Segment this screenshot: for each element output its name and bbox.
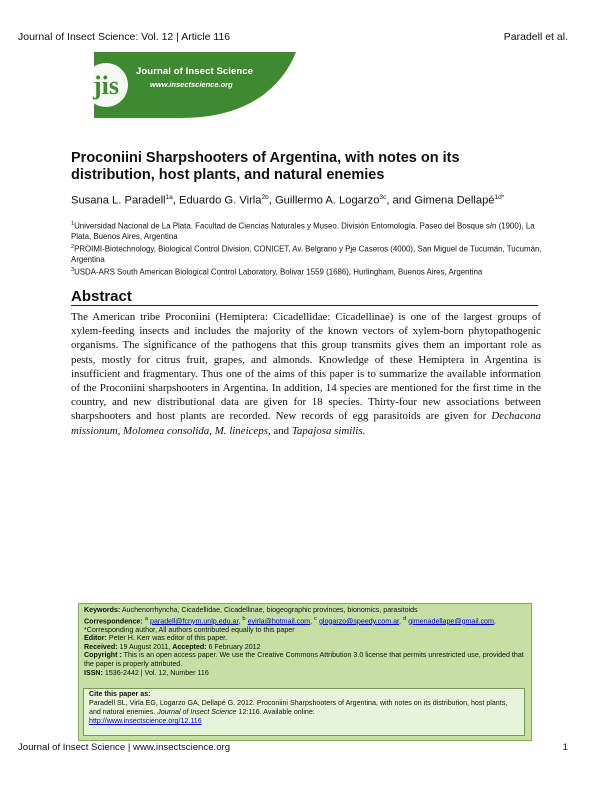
cite-url-link[interactable]: http://www.insectscience.org/12.116 [89, 717, 202, 725]
cite-label: Cite this paper as: [89, 690, 151, 698]
email-link[interactable]: gimenadellape@gmail.com [408, 616, 494, 625]
footer-journal: Journal of Insect Science | www.insectscience.org [18, 742, 231, 753]
running-header-authors: Paradell et al. [503, 31, 568, 43]
email-link[interactable]: evirla@hotmail.com [247, 616, 311, 625]
species-name: Molomea consolida [123, 424, 210, 437]
affiliation: $^1$Universidad Nacional de La Plata. Facultad de Ciencias Naturales y Museo. División Entomología. Paseo del Bosque s/n (1900), La Plata, Buenos Aires, Argentina [71, 221, 535, 241]
logo-mark: jis [93, 71, 119, 100]
author-name: Eduardo G. Virla [179, 194, 262, 207]
author-name: Gimena Dellapé [414, 194, 495, 207]
affiliations [71, 219, 551, 277]
email-link[interactable]: paradell@fcnym.unlp.edu.ar [150, 616, 239, 625]
cite-content [89, 690, 519, 726]
author-list: Susana L. Paradell$^{1a}$, Eduardo G. Virla$^{2b}$, Guillermo A. Logarzo$^{3c}$, and Gimena Dellapé$^{1d*}$ [71, 194, 505, 207]
correspondence: Correspondence: $^a$ paradell@fcnym.unlp.edu.ar, $^b$ evirla@hotmail.com, $^c$ glogarzo@speedy.com.ar, $^d$ gimenadellape@gmail.com, *Corresponding author, All authors contributed equally to this paper [84, 615, 496, 634]
author-name: Guillermo A. Logarzo [274, 194, 380, 207]
author-sup: 3c [379, 194, 387, 201]
affiliation: $^2$PROIMI-Biotechnology, Biological Control Division, CONICET, Av. Belgrano y Pje Caseros (4000), San Miguel de Tucumán, Tucumán, Argentina [71, 243, 542, 264]
running-header-journal: Journal of Insect Science: Vol. 12 | Article 116 [18, 31, 231, 43]
paper-title: Proconiini Sharpshooters of Argentina, with notes on its distribution, host plants, and natural enemies [71, 150, 460, 183]
editor: Editor: Peter H. Kerr was editor of this paper. [84, 634, 228, 643]
issn: ISSN: 1536-2442 | Vol. 12, Number 116 [84, 668, 209, 677]
logo-title: Journal of Insect Science [136, 66, 254, 77]
email-link[interactable]: glogarzo@speedy.com.ar [318, 616, 399, 625]
cite-text: Paradell SL, Virla EG, Logarzo GA, Dellapé G. 2012. Proconiini Sharpshooters of Argentina, with notes on its distribution, host plants, and natural enemies. Journal of Insect Science 12:116. Available online: [89, 699, 508, 716]
author-sup: 1a [165, 194, 173, 201]
dates: Received: 19 August 2011, Accepted: 6 February 2012 [84, 642, 261, 651]
copyright: Copyright : This is an open access paper. We use the Creative Commons Attribution 3.0 license that permits unrestricted use, provided that the paper is properly attributed. [84, 651, 524, 668]
info-box-content [84, 606, 524, 677]
author-sup: 2b [261, 194, 269, 201]
keywords: Keywords: Auchenorrhyncha, Cicadellidae, Cicadellinae, biogeographic provinces, bionomics, parasitoids [84, 606, 418, 614]
abstract-heading: Abstract [71, 288, 132, 305]
author-name: Susana L. Paradell [71, 194, 166, 207]
species-name: Tapajosa similis. [291, 424, 366, 437]
species-name: M. lineiceps [214, 424, 268, 437]
affiliation: $^3$USDA-ARS South American Biological Control Laboratory, Bolivar 1559 (1686), Hurlingham, Buenos Aires, Argentina [71, 266, 483, 277]
abstract-body: The American tribe Proconiini (Hemiptera: Cicadellidae: Cicadellinae) is one of the largest groups of xylem-feeding insects and includes the majority of the known vectors of xylem-born phytopathogenic organisms. The significance of the pathogens that this group transmits gives them an important role as pests, mostly for citrus fruit, grapes, and almonds. Knowledge of these Hemiptera in Argentina is insufficient and fragmentary. Thus one of the aims of this paper is to summarize the available information of the Proconiini sharpshooters in Argentina. In addition, 14 species are mentioned for the first time in the country, and new distributional data are given for 18 species. Thirty-four new associations between sharpshooters and host plants are recorded. New records of egg parasitoids are given for Dechacona missionum, Molomea consolida, M. lineiceps, and Tapajosa similis. [71, 311, 541, 437]
page-number: 1 [562, 742, 568, 753]
logo-url: www.insectscience.org [150, 80, 233, 89]
author-sup: 1d* [494, 194, 505, 201]
species-name: Dechacona missionum [71, 410, 541, 437]
abstract-rule [71, 305, 538, 306]
